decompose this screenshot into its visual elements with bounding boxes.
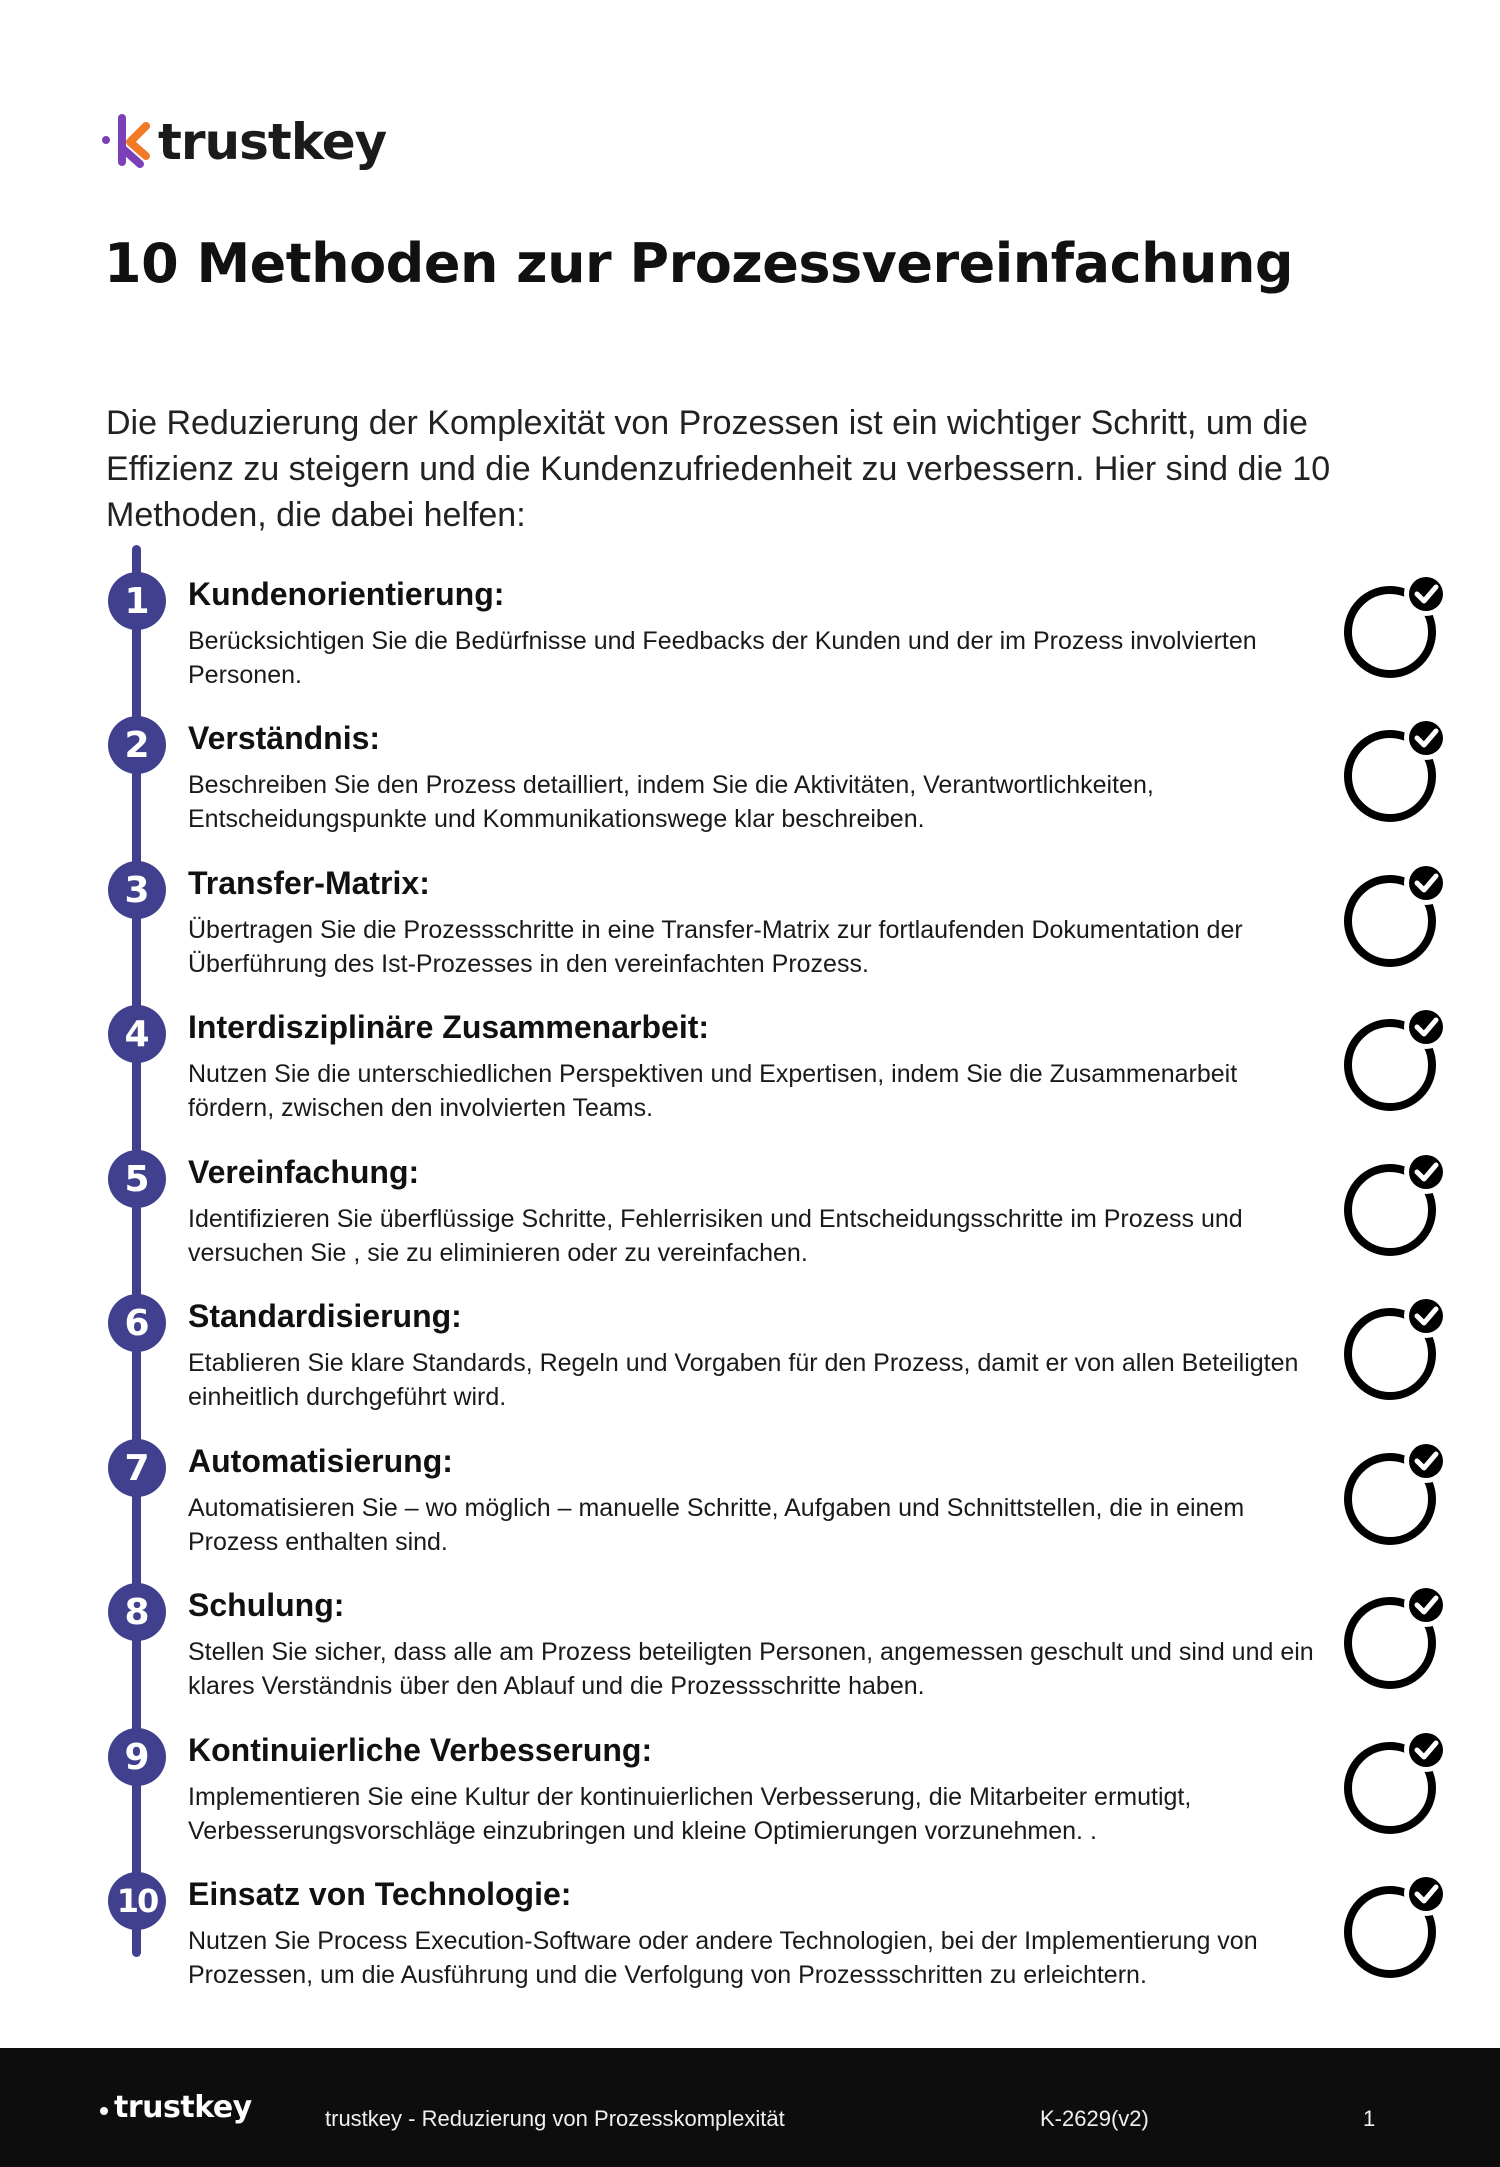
method-description: Automatisieren Sie – wo möglich – manuelle Schritte, Aufgaben und Schnittstellen, die in einem Prozess enthalten sind.: [188, 1494, 1245, 1556]
checkmark-circle-icon: [1340, 716, 1450, 826]
method-item-6: [0, 1294, 1500, 1434]
footer-doc-id: K-2629(v2): [1040, 2106, 1149, 2131]
method-title: Vereinfachung:: [188, 1154, 420, 1190]
method-title: Kontinuierliche Verbesserung:: [188, 1732, 653, 1768]
method-title: Interdisziplinäre Zusammenarbeit:: [188, 1009, 710, 1045]
method-title: Automatisierung:: [188, 1443, 453, 1479]
checkmark-circle-icon: [1340, 1150, 1450, 1260]
method-description: Stellen Sie sicher, dass alle am Prozess beteiligten Personen, angemessen geschult und sind und ein klares Verständnis über den Ablauf und die Prozessschritte haben.: [188, 1638, 1314, 1700]
checkmark-circle-icon: [1340, 1439, 1450, 1549]
checkmark-circle-icon: [1340, 1005, 1450, 1115]
footer-page-number: 1: [1363, 2106, 1376, 2131]
step-number-badge: 8: [108, 1583, 166, 1641]
checkmark-circle-icon: [1340, 1294, 1450, 1404]
step-number-badge: 3: [108, 861, 166, 919]
method-description: Übertragen Sie die Prozessschritte in eine Transfer-Matrix zur fortlaufenden Dokumentation der Überführung des Ist-Prozesses in den vereinfachten Prozess.: [188, 916, 1243, 978]
checkmark-circle-icon: [1340, 1583, 1450, 1693]
page-title: 10 Methoden zur Prozessvereinfachung: [104, 232, 1294, 295]
method-title: Einsatz von Technologie:: [188, 1876, 572, 1912]
method-item-10: [0, 1872, 1500, 2012]
method-description: Etablieren Sie klare Standards, Regeln und Vorgaben für den Prozess, damit er von allen Beteiligten einheitlich durchgeführt wird.: [188, 1349, 1299, 1411]
method-title: Kundenorientierung:: [188, 576, 505, 612]
method-item-2: [0, 716, 1500, 856]
trustkey-logo-icon: [100, 112, 156, 172]
method-title: Standardisierung:: [188, 1298, 462, 1334]
method-title: Schulung:: [188, 1587, 345, 1623]
step-number-badge: 10: [108, 1872, 166, 1930]
method-item-1: [0, 572, 1500, 712]
page-footer: [0, 2048, 1500, 2167]
footer-logo: [100, 2090, 252, 2125]
step-number-badge: 5: [108, 1150, 166, 1208]
step-number-badge: 1: [108, 572, 166, 630]
method-description: Implementieren Sie eine Kultur der kontinuierlichen Verbesserung, die Mitarbeiter ermutigt, Verbesserungsvorschläge einzubringen und kleine Optimierungen vorzunehmen. .: [188, 1783, 1192, 1845]
method-item-8: [0, 1583, 1500, 1723]
method-item-4: [0, 1005, 1500, 1145]
method-description: Identifizieren Sie überflüssige Schritte, Fehlerrisiken und Entscheidungsschritte im Prozess und versuchen Sie , sie zu eliminieren oder zu vereinfachen.: [188, 1205, 1243, 1267]
trustkey-logo: [100, 112, 386, 172]
intro-paragraph: Die Reduzierung der Komplexität von Prozessen ist ein wichtiger Schritt, um die Effizienz zu steigern und die Kundenzufriedenheit zu verbessern. Hier sind die 10 Methoden, die dabei helfen:: [106, 404, 1331, 534]
logo-wordmark: trustkey: [158, 113, 387, 171]
checkmark-circle-icon: [1340, 1872, 1450, 1982]
method-title: Verständnis:: [188, 720, 381, 756]
footer-logo-dot-icon: [100, 2107, 108, 2115]
step-number-badge: 7: [108, 1439, 166, 1497]
method-item-9: [0, 1728, 1500, 1868]
step-number-badge: 2: [108, 716, 166, 774]
checkmark-circle-icon: [1340, 861, 1450, 971]
checkmark-circle-icon: [1340, 1728, 1450, 1838]
method-description: Nutzen Sie die unterschiedlichen Perspektiven und Expertisen, indem Sie die Zusammenarbeit fördern, zwischen den involvierten Teams.: [188, 1060, 1238, 1122]
method-item-7: [0, 1439, 1500, 1579]
method-item-5: [0, 1150, 1500, 1290]
checkmark-circle-icon: [1340, 572, 1450, 682]
method-description: Nutzen Sie Process Execution-Software oder andere Technologien, bei der Implementierung von Prozessen, um die Ausführung und die Verfolgung von Prozessschritten zu erleichtern.: [188, 1927, 1258, 1989]
method-description: Berücksichtigen Sie die Bedürfnisse und Feedbacks der Kunden und der im Prozess involvierten Personen.: [188, 627, 1257, 689]
step-number-badge: 6: [108, 1294, 166, 1352]
footer-logo-wordmark: trustkey: [114, 2090, 252, 2125]
method-title: Transfer-Matrix:: [188, 865, 430, 901]
step-number-badge: 4: [108, 1005, 166, 1063]
method-item-3: [0, 861, 1500, 1001]
method-description: Beschreiben Sie den Prozess detailliert, indem Sie die Aktivitäten, Verantwortlichkeiten, Entscheidungspunkte und Kommunikationswege klar beschreiben.: [188, 771, 1154, 833]
footer-doc-title: trustkey - Reduzierung von Prozesskomplexität: [325, 2106, 785, 2131]
step-number-badge: 9: [108, 1728, 166, 1786]
